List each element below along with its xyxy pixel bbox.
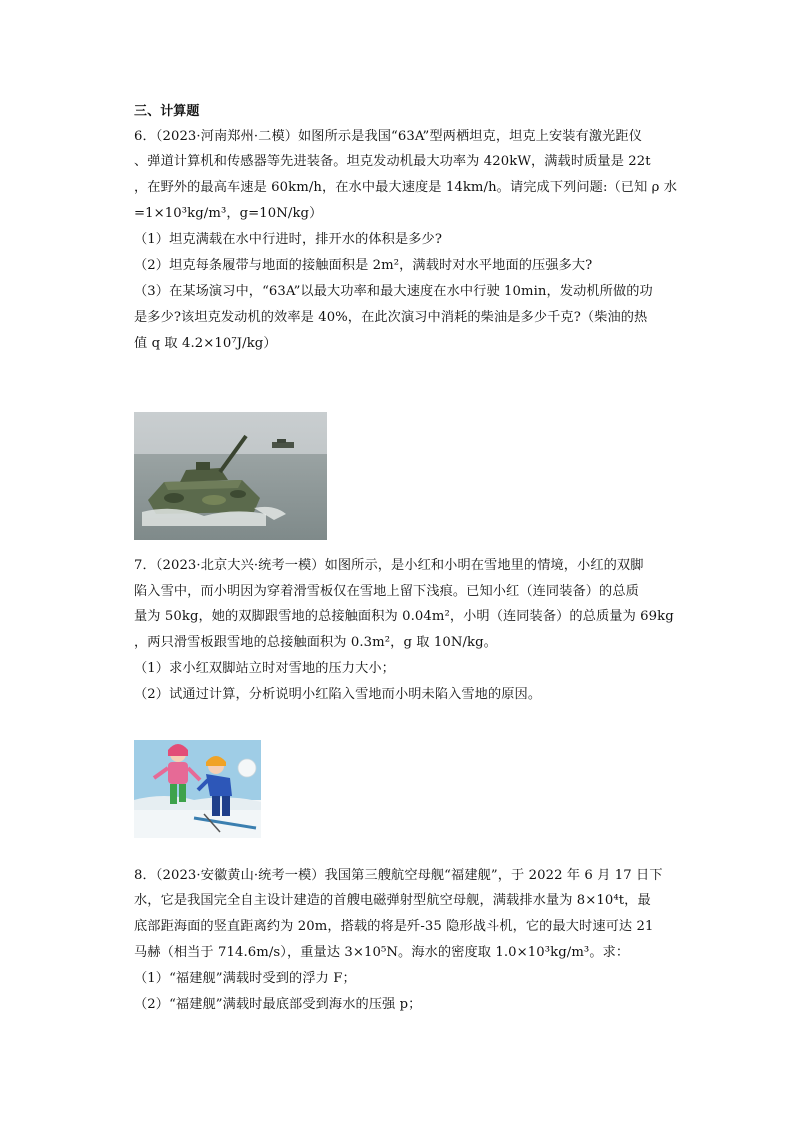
q6-line: =1×10³kg/m³，g=10N/kg） bbox=[134, 206, 323, 221]
q6-subquestion-3: （3）在某场演习中，“63A”以最大功率和最大速度在水中行驶 10min，发动机所做的功 bbox=[134, 284, 653, 299]
q8-line: 底部距海面的竖直距离约为 20m，搭载的将是歼-35 隐形战斗机，它的最大时速可达 21 bbox=[134, 919, 654, 934]
q8-subquestion-1: （1）“福建舰”满载时受到的浮力 F； bbox=[134, 971, 356, 986]
q7-subquestion-2: （2）试通过计算，分析说明小红陷入雪地而小明未陷入雪地的原因。 bbox=[134, 687, 542, 702]
q7-line: 量为 50kg，她的双脚跟雪地的总接触面积为 0.04m²，小明（连同装备）的总质量为 69kg bbox=[134, 609, 674, 624]
q8-line: 马赫（相当于 714.6m/s），重量达 3×10⁵N。海水的密度取 1.0×10³kg/m³。求： bbox=[134, 945, 630, 960]
q6-line: 、弹道计算机和传感器等先进装备。坦克发动机最大功率为 420kW，满载时质量是 22t bbox=[134, 154, 651, 169]
q6-line: 是多少?该坦克发动机的效率是 40%，在此次演习中消耗的柴油是多少千克?（柴油的热 bbox=[134, 310, 648, 325]
q8-line: 8．（2023·安徽黄山·统考一模）我国第三艘航空母舰“福建舰”，于 2022 年 6 月 17 日下 bbox=[134, 868, 663, 883]
amphibious-tank-photo bbox=[134, 412, 327, 540]
q8-line: 水，它是我国完全自主设计建造的首艘电磁弹射型航空母舰，满载排水量为 8×10⁴t，最 bbox=[134, 893, 651, 908]
q7-subquestion-1: （1）求小红双脚站立时对雪地的压力大小； bbox=[134, 661, 395, 676]
q6-subquestion-2: （2）坦克每条履带与地面的接触面积是 2m²，满载时对水平地面的压强多大? bbox=[134, 258, 593, 273]
q6-line: ，在野外的最高车速是 60km/h，在水中最大速度是 14km/h。请完成下列问题:（已知 ρ 水 bbox=[134, 180, 678, 195]
snow-children-illustration bbox=[134, 740, 261, 838]
q8-subquestion-2: （2）“福建舰”满载时最底部受到海水的压强 p； bbox=[134, 997, 422, 1012]
q7-line: ，两只滑雪板跟雪地的总接触面积为 0.3m²，g 取 10N/kg。 bbox=[134, 635, 497, 650]
q7-line: 7．（2023·北京大兴·统考一模）如图所示，是小红和小明在雪地里的情境，小红的双脚 bbox=[134, 558, 644, 573]
section-title: 三、计算题 bbox=[134, 104, 200, 119]
q6-line: 值 q 取 4.2×10⁷J/kg） bbox=[134, 336, 277, 351]
q6-line: 6．（2023·河南郑州·二模）如图所示是我国“63A”型两栖坦克，坦克上安装有激光距仪 bbox=[134, 129, 642, 144]
q6-subquestion-1: （1）坦克满载在水中行进时，排开水的体积是多少? bbox=[134, 232, 442, 247]
q7-line: 陷入雪中，而小明因为穿着滑雪板仅在雪地上留下浅痕。已知小红（连同装备）的总质 bbox=[134, 584, 639, 599]
